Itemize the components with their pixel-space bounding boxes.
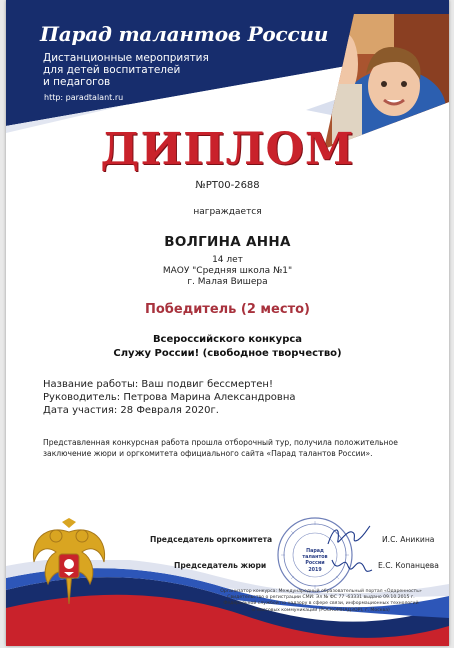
footer-line: и массовых коммуникаций (РОСКОМНАДЗОР), г. Москва) — [252, 607, 390, 613]
footer-line: Федеральной службой по надзору в сфере связи, информационных технологий — [223, 601, 419, 607]
brand-title: Парад талантов России — [40, 22, 329, 46]
stamp-text: России — [305, 561, 325, 566]
registration-number: №РТ00-2688 — [195, 180, 260, 191]
contest-name: Служу России! (свободное творчество) — [113, 348, 342, 359]
diploma-sheet — [6, 0, 449, 646]
supervisor: Руководитель: Петрова Марина Александровна — [43, 392, 296, 403]
chair-jury-label: Председатель жюри — [174, 561, 267, 570]
work-info — [43, 378, 423, 417]
work-title: Название работы: Ваш подвиг бессмертен! — [43, 379, 273, 390]
stamp-text: 2019 — [308, 568, 322, 573]
site-url: http: paradtalant.ru — [44, 93, 124, 102]
chair-org-name: И.С. Аникина — [382, 535, 435, 544]
statement-line: Представленная конкурсная работа прошла отборочный тур, получила положительное — [43, 438, 398, 447]
signature-org — [324, 522, 374, 550]
diploma-title: ДИПЛОМ — [100, 124, 355, 175]
brand-subtitle — [43, 52, 253, 88]
chair-jury-name: Е.С. Копанцева — [378, 561, 439, 570]
stamp-text: талантов — [302, 555, 328, 560]
award-result: Победитель (2 место) — [144, 302, 310, 317]
contest-type: Всероссийского конкурса — [152, 334, 303, 345]
brand-subtitle-line: и педагогов — [43, 76, 111, 88]
brand-subtitle-line: для детей воспитателей — [43, 64, 181, 76]
footer-line: Свидетельство о регистрации СМИ: Эл № ФС 77 -63331 выдано 09.10.2015 г. — [227, 595, 415, 601]
signature-jury — [326, 552, 376, 580]
awarded-label: награждается — [193, 207, 262, 217]
russian-coat-of-arms-icon — [26, 518, 112, 610]
recipient-city: г. Малая Вишера — [187, 277, 268, 287]
footer-note — [206, 589, 436, 614]
chair-org-label: Председатель оргкомитета — [150, 535, 273, 544]
footer-line: Организатор конкурса: Международный образовательный портал «Одаренность» — [220, 589, 422, 594]
brand-subtitle-line: Дистанционные мероприятия — [43, 52, 209, 64]
recipient-name: ВОЛГИНА АННА — [164, 234, 291, 250]
recipient-age: 14 лет — [212, 255, 243, 265]
recipient-school: МАОУ "Средняя школа №1" — [162, 266, 293, 276]
stamp-text: Парад — [306, 549, 324, 554]
statement-line: заключение жюри и оргкомитета официального сайта «Парад талантов России». — [43, 449, 373, 458]
statement — [43, 437, 423, 459]
participation-date: Дата участия: 28 Февраля 2020г. — [43, 405, 219, 416]
